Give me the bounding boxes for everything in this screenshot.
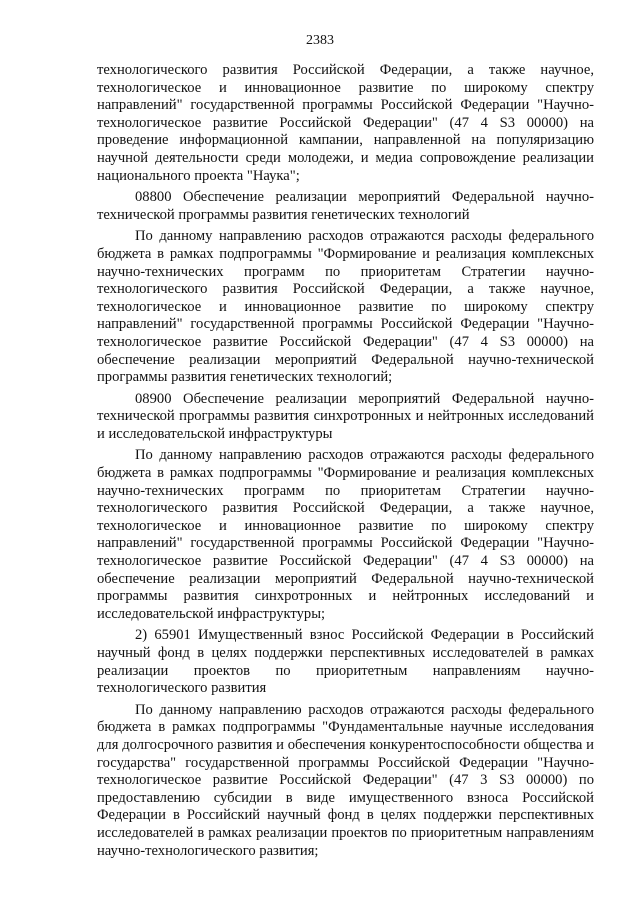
paragraph-heading-65901: 2) 65901 Имущественный взнос Российской Федерации в Российский научный фонд в целях поддержки перспективных исследователей в рамках реализации проектов по приоритетным направлениям научно-технологического развития bbox=[97, 627, 594, 697]
paragraph-heading-08800: 08800 Обеспечение реализации мероприятий Федеральной научно-технической программы развития генетических технологий bbox=[97, 189, 594, 223]
paragraph-65901-description: По данному направлению расходов отражаются расходы федерального бюджета в рамках подпрограммы "Фундаментальные научные исследования для долгосрочного развития и обеспечения конкурентоспособности общества и государства" государственной программы Российской Федерации "Научно-технологическое развитие Российской Федерации" (47 3 S3 00000) по предоставлению субсидии в виде имущественного взноса Российской Федерации в Российский научный фонд в целях поддержки перспективных исследователей в рамках реализации проектов по приоритетным направлениям научно-технологического развития; bbox=[97, 701, 594, 859]
paragraph-08900-description: По данному направлению расходов отражаются расходы федерального бюджета в рамках подпрограммы "Формирование и реализация комплексных научно-технических программ по приоритетам Стратегии научно-технологического развития Российской Федерации, а также научное, технологическое и инновационное развитие по широкому спектру направлений" государственной программы Российской Федерации "Научно-технологическое развитие Российской Федерации" (47 4 S3 00000) на обеспечение реализации мероприятий Федеральной научно-технической программы развития синхротронных и нейтронных исследований и исследовательской инфраструктуры; bbox=[97, 447, 594, 622]
paragraph-continuation: технологического развития Российской Федерации, а также научное, технологическое и инновационное развитие по широкому спектру направлений" государственной программы Российской Федерации "Научно-технологическое развитие Российской Федерации" (47 4 S3 00000) на проведение информационной кампании, направленной на популяризацию научной деятельности среди молодежи, и медиа сопровождение реализации национального проекта "Наука"; bbox=[97, 62, 594, 184]
page-number: 2383 bbox=[306, 33, 334, 48]
document-body bbox=[97, 62, 594, 860]
paragraph-heading-08900: 08900 Обеспечение реализации мероприятий Федеральной научно-технической программы развития синхротронных и нейтронных исследований и исследовательской инфраструктуры bbox=[97, 390, 594, 442]
paragraph-08800-description: По данному направлению расходов отражаются расходы федерального бюджета в рамках подпрограммы "Формирование и реализация комплексных научно-технических программ по приоритетам Стратегии научно-технологического развития Российской Федерации, а также научное, технологическое и инновационное развитие по широкому спектру направлений" государственной программы Российской Федерации "Научно-технологическое развитие Российской Федерации" (47 4 S3 00000) на обеспечение реализации мероприятий Федеральной научно-технической программы развития генетических технологий; bbox=[97, 228, 594, 386]
